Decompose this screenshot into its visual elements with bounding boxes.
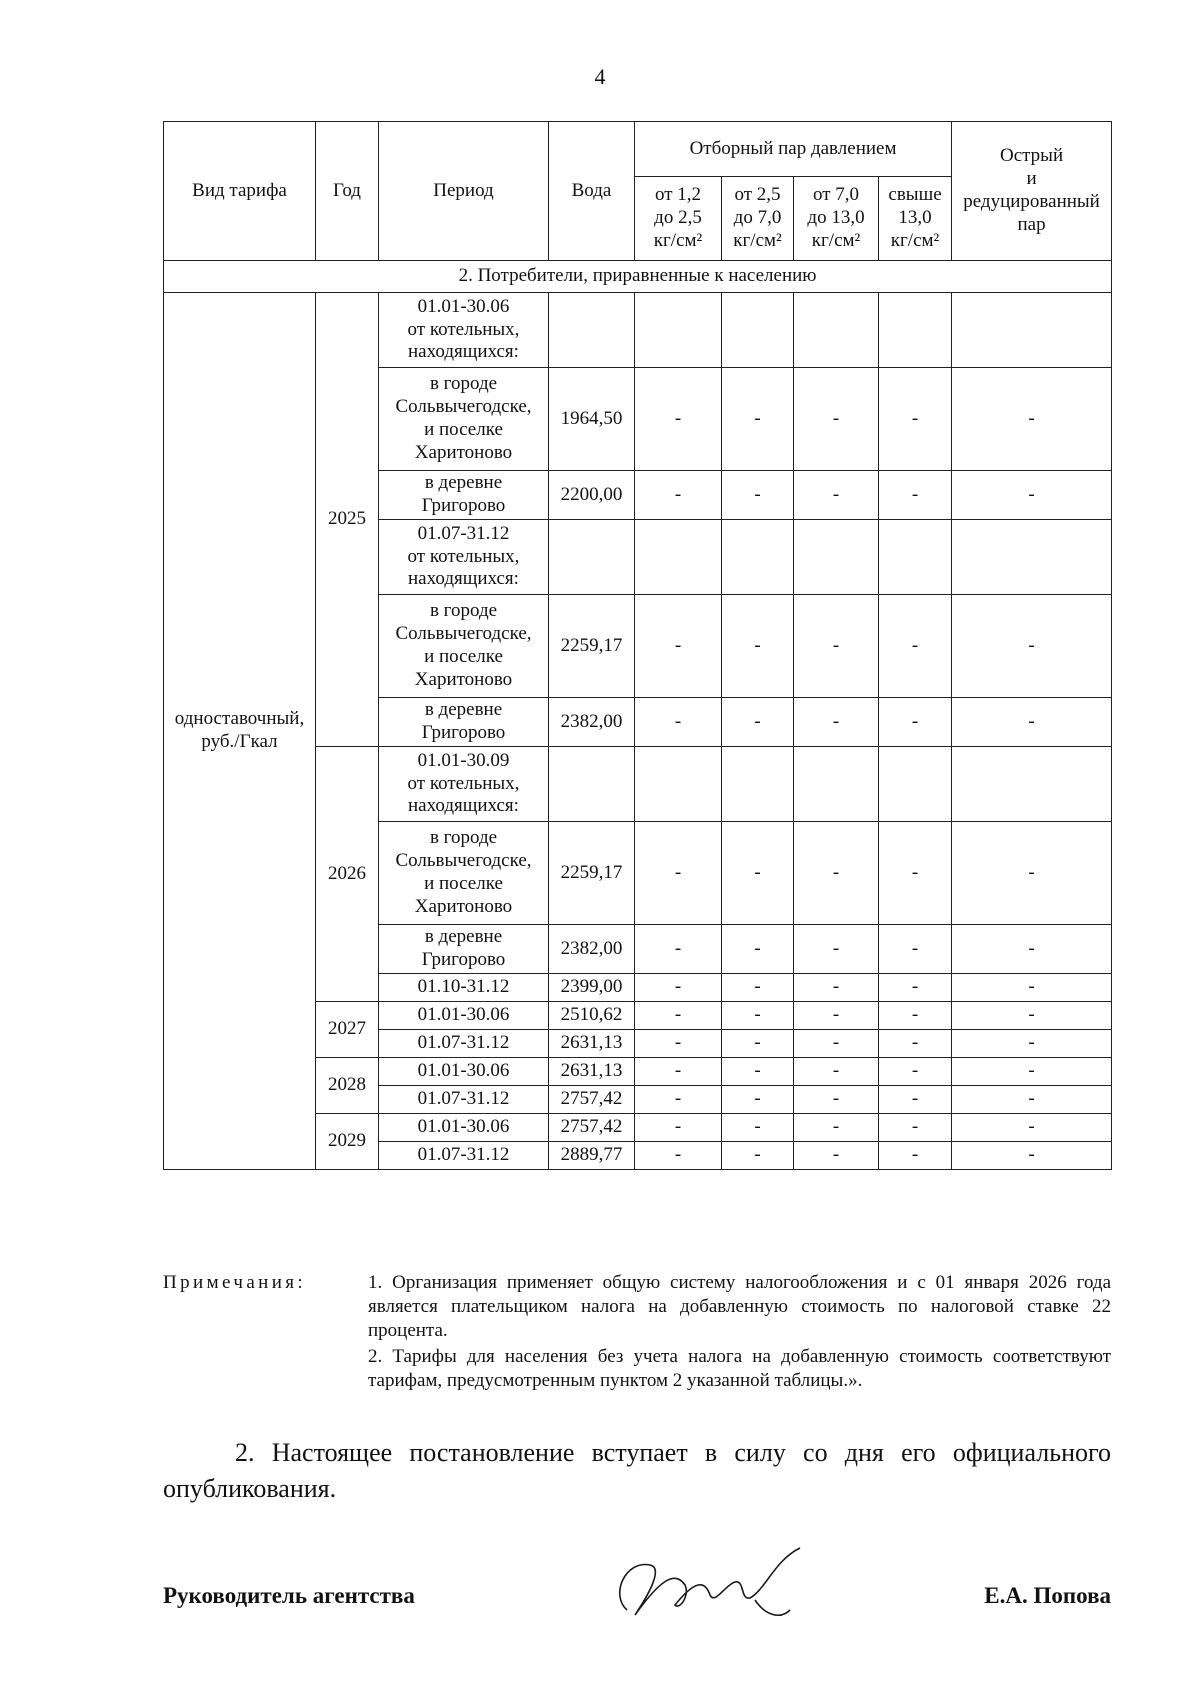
steam-tariff-cell [879,520,952,595]
text-line: кг/см² [890,229,940,251]
period-description [383,773,544,819]
text-line: от котельных, [407,318,520,340]
period-cell [379,1002,549,1030]
note-item: 2. Тарифы для населения без учета налога на добавленную стоимость соответствуют тарифам, предусмотренным пунктом 2 указанной таблицы.». [368,1346,1111,1391]
steam-tariff-cell: - [722,822,794,925]
sharp-steam-tariff-cell: - [952,974,1112,1002]
sharp-steam-tariff-cell: - [952,1114,1112,1142]
period-cell [379,822,549,925]
notes-label: Примечания: [163,1272,307,1293]
steam-tariff-cell: - [794,698,879,747]
steam-tariff-cell: - [722,368,794,471]
steam-tariff-cell: - [879,925,952,974]
text-line: руб./Гкал [201,731,278,752]
steam-tariff-cell: - [722,698,794,747]
text-line: Сольвычегодске, [395,850,532,872]
period-description [383,600,544,691]
header-pressure-1 [635,177,722,261]
sharp-steam-tariff-cell: - [952,1002,1112,1030]
period-description [383,827,544,918]
text-line: Острый [999,145,1064,167]
text-line: в городе [429,827,498,849]
period-date: 01.07-31.12 [417,522,510,544]
period-cell [379,1114,549,1142]
steam-tariff-cell: - [794,925,879,974]
header-tariff-type: Вид тарифа [164,122,316,261]
year-cell: 2027 [316,1002,379,1058]
sharp-steam-tariff-cell: - [952,368,1112,471]
text-line: находящихся: [408,568,519,590]
water-tariff-cell [549,747,635,822]
text-line: от 7,0 [812,184,860,206]
header-year: Год [316,122,379,261]
steam-tariff-cell: - [722,1142,794,1170]
sharp-steam-tariff-cell: - [952,595,1112,698]
steam-tariff-cell [879,293,952,368]
sharp-steam-tariff-cell: - [952,698,1112,747]
steam-tariff-cell: - [635,471,722,520]
period-cell [379,698,549,747]
text-line: Харитоново [414,668,513,690]
year-cell: 2025 [316,293,379,747]
text-line: в городе [429,373,498,395]
steam-tariff-cell: - [635,698,722,747]
steam-tariff-cell: - [722,974,794,1002]
steam-tariff-cell: - [722,1058,794,1086]
sharp-steam-tariff-cell [952,747,1112,822]
water-tariff-cell: 2510,62 [549,1002,635,1030]
period-cell [379,925,549,974]
steam-tariff-cell [794,520,879,595]
header-pressure-4 [879,177,952,261]
page-number: 4 [594,64,606,89]
steam-tariff-cell [879,747,952,822]
year-cell: 2028 [316,1058,379,1114]
text-line: Григорово [421,495,506,516]
period-date: 01.01-30.06 [417,1060,510,1082]
steam-tariff-cell: - [722,1086,794,1114]
year-cell: 2029 [316,1114,379,1170]
period-cell [379,520,549,595]
sharp-steam-tariff-cell: - [952,1030,1112,1058]
sharp-steam-tariff-cell [952,293,1112,368]
text-line: кг/см² [811,229,861,251]
header-period: Период [379,122,549,261]
steam-tariff-cell: - [635,595,722,698]
steam-tariff-cell: - [794,1086,879,1114]
header-row [164,122,1112,177]
sharp-steam-tariff-cell [952,520,1112,595]
tariff-table [163,121,1112,1170]
text-line: находящихся: [408,795,519,817]
steam-tariff-cell: - [794,1114,879,1142]
steam-tariff-cell: - [722,595,794,698]
period-date: 01.01-30.09 [417,749,510,771]
water-tariff-cell: 2889,77 [549,1142,635,1170]
text-line: и [1026,168,1037,190]
tariff-type-cell [164,293,316,1170]
period-date: 01.10-31.12 [417,976,510,998]
steam-tariff-cell: - [794,822,879,925]
period-cell [379,1086,549,1114]
steam-tariff-cell: - [635,925,722,974]
text-line: и поселке [424,873,503,894]
text-line: от 2,5 [734,184,781,206]
period-description [383,472,544,518]
period-description [383,926,544,972]
steam-tariff-cell [722,747,794,822]
water-tariff-cell: 2757,42 [549,1114,635,1142]
text-line: свыше [888,184,942,206]
text-line: 13,0 [898,207,932,229]
text-line: от котельных, [407,545,520,567]
steam-tariff-cell: - [635,1058,722,1086]
steam-tariff-cell: - [722,471,794,520]
steam-tariff-cell: - [635,974,722,1002]
text-line: и поселке [424,419,503,440]
period-description [383,319,544,365]
text-line: до 13,0 [807,207,865,229]
water-tariff-cell: 2382,00 [549,698,635,747]
steam-tariff-cell [722,293,794,368]
header-water: Вода [549,122,635,261]
steam-tariff-cell: - [879,1114,952,1142]
steam-tariff-cell [794,747,879,822]
steam-tariff-cell: - [722,1114,794,1142]
water-tariff-cell: 2259,17 [549,822,635,925]
period-cell [379,595,549,698]
period-date: 01.07-31.12 [417,1032,510,1054]
steam-tariff-cell: - [794,368,879,471]
steam-tariff-cell: - [879,974,952,1002]
signer-name: Е.А. Попова [984,1583,1111,1608]
year-cell: 2026 [316,747,379,1002]
period-cell [379,368,549,471]
steam-tariff-cell: - [879,822,952,925]
steam-tariff-cell: - [879,595,952,698]
text-line: и поселке [424,646,503,667]
steam-tariff-cell: - [879,698,952,747]
period-cell [379,747,549,822]
text-line: Григорово [421,949,506,970]
header-pressure-2 [722,177,794,261]
water-tariff-cell: 2259,17 [549,595,635,698]
period-cell [379,1142,549,1170]
period-cell [379,1030,549,1058]
steam-tariff-cell: - [635,1002,722,1030]
period-date: 01.07-31.12 [417,1088,510,1110]
header-sharp-steam [952,122,1112,261]
text-line: в деревне [424,926,503,948]
text-line: Сольвычегодске, [395,396,532,418]
period-cell [379,293,549,368]
period-date: 01.01-30.06 [417,1004,510,1026]
sharp-steam-tariff-cell: - [952,1142,1112,1170]
steam-tariff-cell: - [794,1058,879,1086]
steam-tariff-cell [635,293,722,368]
header-pressure-3 [794,177,879,261]
water-tariff-cell: 1964,50 [549,368,635,471]
text-line: в городе [429,600,498,622]
text-line: Сольвычегодске, [395,623,532,645]
period-cell [379,1058,549,1086]
steam-tariff-cell: - [879,1086,952,1114]
water-tariff-cell: 2631,13 [549,1030,635,1058]
signature-image [605,1540,815,1630]
steam-tariff-cell: - [635,822,722,925]
text-line: кг/см² [653,229,703,251]
text-line: от 1,2 [654,184,702,206]
text-line: в деревне [424,472,503,494]
text-line: от котельных, [407,772,520,794]
water-tariff-cell: 2399,00 [549,974,635,1002]
steam-tariff-cell: - [722,1030,794,1058]
steam-tariff-cell: - [794,1030,879,1058]
steam-tariff-cell: - [794,471,879,520]
steam-tariff-cell [635,747,722,822]
steam-tariff-cell: - [635,1030,722,1058]
steam-tariff-cell: - [794,1142,879,1170]
steam-tariff-cell: - [635,1086,722,1114]
text-line: Григорово [421,722,506,743]
water-tariff-cell [549,293,635,368]
sharp-steam-tariff-cell: - [952,822,1112,925]
steam-tariff-cell: - [879,1142,952,1170]
text-line: до 2,5 [654,207,702,229]
text-line: одноставочный, [174,708,305,730]
period-date: 01.01-30.06 [417,295,510,317]
sharp-steam-tariff-cell: - [952,925,1112,974]
steam-tariff-cell: - [879,1030,952,1058]
text-line: Харитоново [414,895,513,917]
text-line: до 7,0 [733,207,782,229]
water-tariff-cell: 2200,00 [549,471,635,520]
steam-tariff-cell: - [879,471,952,520]
section-row [164,261,1112,293]
signer-title: Руководитель агентства [163,1583,415,1608]
steam-tariff-cell: - [794,1002,879,1030]
steam-tariff-cell: - [635,368,722,471]
steam-tariff-cell [722,520,794,595]
water-tariff-cell: 2757,42 [549,1086,635,1114]
steam-tariff-cell: - [722,925,794,974]
period-cell [379,974,549,1002]
effective-clause: 2. Настоящее постановление вступает в силу со дня его официального опубликования. [163,1438,1111,1503]
steam-tariff-cell: - [879,1058,952,1086]
steam-tariff-cell [794,293,879,368]
steam-tariff-cell [635,520,722,595]
steam-tariff-cell: - [879,1002,952,1030]
section-title: 2. Потребители, приравненные к населению [164,261,1112,293]
sharp-steam-tariff-cell: - [952,1086,1112,1114]
table-row [164,293,1112,368]
steam-tariff-cell: - [722,1002,794,1030]
period-description [383,546,544,592]
steam-tariff-cell: - [794,974,879,1002]
water-tariff-cell [549,520,635,595]
text-line: пар [1017,213,1046,235]
note-item: 1. Организация применяет общую систему налогообложения и с 01 января 2026 года является плательщиком налога на добавленную стоимость по налоговой ставке 22 процента. [368,1272,1111,1341]
steam-tariff-cell: - [794,595,879,698]
period-cell [379,471,549,520]
text-line: редуцированный [963,191,1100,212]
period-description [383,699,544,745]
water-tariff-cell: 2631,13 [549,1058,635,1086]
period-description [383,373,544,464]
notes-list [368,1271,1111,1395]
sharp-steam-tariff-cell: - [952,1058,1112,1086]
text-line: Харитоново [414,441,513,463]
water-tariff-cell: 2382,00 [549,925,635,974]
text-line: в деревне [424,699,503,721]
period-date: 01.01-30.06 [417,1116,510,1138]
steam-tariff-cell: - [635,1114,722,1142]
header-selected-steam: Отборный пар давлением [635,122,952,177]
steam-tariff-cell: - [635,1142,722,1170]
period-date: 01.07-31.12 [417,1144,510,1166]
steam-tariff-cell: - [879,368,952,471]
text-line: кг/см² [733,229,782,251]
text-line: находящихся: [408,341,519,363]
sharp-steam-tariff-cell: - [952,471,1112,520]
